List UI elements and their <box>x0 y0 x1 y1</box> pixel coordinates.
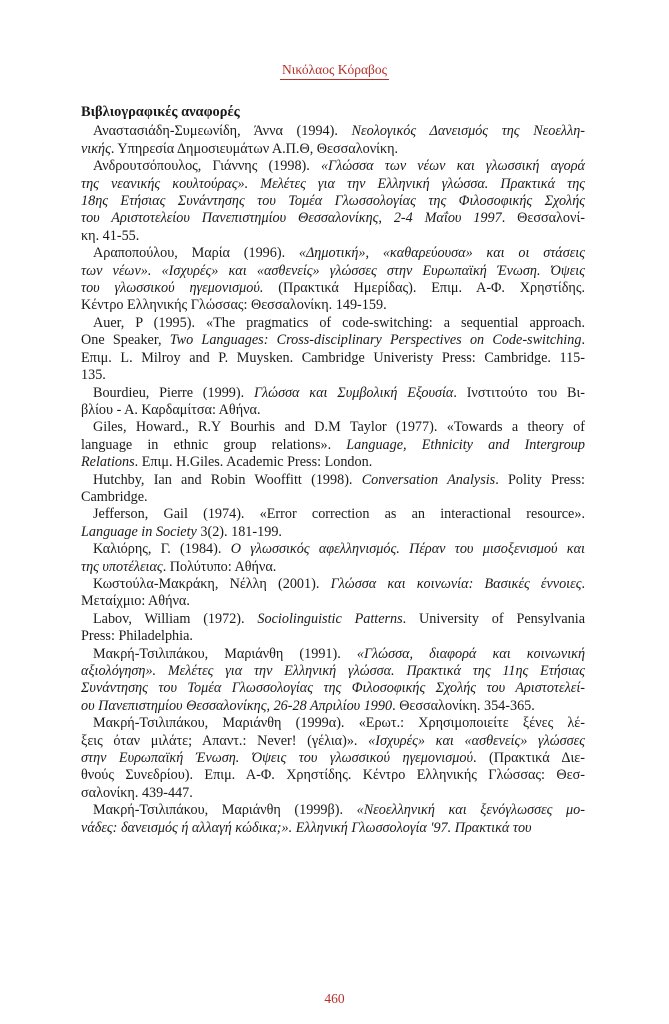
text: 3(2). 181-199. <box>196 523 282 540</box>
entry-line <box>81 767 585 784</box>
text: Labov, William (1972). <box>93 610 258 627</box>
entry-line <box>81 524 585 541</box>
text: . Πολύτυπο: Αθήνα. <box>162 558 277 575</box>
text: ξεις όταν μιλάτε; Απαντ.: Never! (γέλια)». <box>81 732 369 749</box>
text: Επιμ. L. Milroy and P. Muysken. Cambridge Univeristy Press: Cambridge. 115- <box>81 349 585 366</box>
text: . Υπηρεσία Δημοσιευμάτων Α.Π.Θ, Θεσσαλονίκη. <box>110 140 399 157</box>
entry-line <box>81 437 585 454</box>
entry-line <box>81 315 585 332</box>
bibliography-entry <box>81 419 585 471</box>
entry-line <box>81 210 585 227</box>
entry-line <box>81 785 585 802</box>
text: One Speaker, <box>81 332 170 349</box>
entry-line <box>81 454 585 471</box>
italic-text: Language in Society <box>81 523 197 540</box>
text: 135. <box>81 367 106 384</box>
text: Hutchby, Ian and Robin Wooffitt (1998). <box>93 471 362 488</box>
entry-line <box>81 506 585 523</box>
entry-line <box>81 628 585 645</box>
entry-line <box>81 472 585 489</box>
italic-text: «Γλώσσα, διαφορά και κοινωνική <box>356 645 585 662</box>
entry-line <box>81 611 585 628</box>
entry-line <box>81 280 585 297</box>
italic-text: «Γλώσσα των νέων και γλωσσική αγορά <box>320 158 585 175</box>
entry-line <box>81 733 585 750</box>
entry-line <box>81 297 585 314</box>
entry-line <box>81 802 585 819</box>
text: Press: Philadelphia. <box>81 628 193 645</box>
text: Cambridge. <box>81 488 148 505</box>
italic-text: «Νεοελληνική και ξενόγλωσσες μο- <box>356 802 585 819</box>
italic-text: αξιολόγηση». Μελέτες για την Ελληνική γλώσσα. Πρακτικά της 11ης Ετήσιας <box>81 663 585 679</box>
entry-line <box>81 176 585 193</box>
entry-line <box>81 350 585 367</box>
entry-line <box>81 402 585 419</box>
text: . Θεσσαλονίκη. 354-365. <box>392 697 535 714</box>
entry-line <box>81 559 585 576</box>
text: . University of Pensylvania <box>402 610 586 627</box>
text: . Ινστιτούτο του Βι- <box>453 384 585 401</box>
italic-text: Relations <box>81 454 135 471</box>
italic-text: «Ισχυρές» και «ασθενείς» γλώσσες <box>368 732 585 749</box>
bibliography-entry <box>81 576 585 611</box>
italic-text: της υποτέλειας <box>81 558 163 575</box>
text: Κέντρο Ελληνικής Γλώσσας: Θεσσαλονίκη. 149-159. <box>81 297 387 314</box>
running-head <box>0 62 669 80</box>
italic-text: Γλώσσα και κοινωνία: Βασικές έννοιες <box>330 575 582 592</box>
entry-line <box>81 541 585 558</box>
bibliography-entry <box>81 611 585 646</box>
italic-text: νάδες: δανεισμός ή αλλαγή κώδικα;». Ελληνική Γλωσσολογία '97. Πρακτικά του <box>81 819 532 836</box>
text: Giles, Howard., R.Y Bourhis and D.M Taylor (1977). «Towards a theory of <box>93 419 585 436</box>
section-title: Βιβλιογραφικές αναφορές <box>81 104 240 120</box>
text: Jefferson, Gail (1974). «Error correction as an interactional resource». <box>93 506 585 523</box>
entry-line <box>81 680 585 697</box>
running-head-text: Νικόλαος Κόραβος <box>280 62 389 80</box>
text: (Πρακτικά Ημερίδας). Επιμ. Α-Φ. Χρηστίδης. <box>263 280 585 297</box>
text: . <box>581 332 585 349</box>
italic-text: «Δημοτική», «καθαρεύουσα» και οι στάσεις <box>298 245 585 262</box>
text: θνούς Συνεδρίου). Επιμ. Α-Φ. Χρηστίδης. Κέντρο Ελληνικής Γλώσσας: Θεσ- <box>81 767 585 784</box>
entry-line <box>81 332 585 349</box>
text: . Επιμ. H.Giles. Academic Press: London. <box>134 454 373 471</box>
entry-line <box>81 263 585 280</box>
entry-line <box>81 750 585 767</box>
entry-line <box>81 158 585 175</box>
italic-text: των νέων». «Ισχυρές» και «ασθενείς» γλώσσες στην Ευρωπαϊκή Ένωση. Όψεις <box>81 262 585 279</box>
bibliography-entry <box>81 506 585 541</box>
text: Κωστούλα-Μακράκη, Νέλλη (2001). <box>93 575 331 592</box>
entry-line <box>81 367 585 384</box>
bibliography-entry <box>81 245 585 315</box>
page-number: 460 <box>324 991 345 1006</box>
text: Ανδρουτσόπουλος, Γιάννης (1998). <box>93 158 321 175</box>
bibliography-entry <box>81 715 585 802</box>
text: . (Πρακτικά Διε- <box>472 750 585 767</box>
text: . Θεσσαλονί- <box>501 210 585 227</box>
bibliography-entry <box>81 315 585 385</box>
entry-line <box>81 123 585 140</box>
text: κη. 41-55. <box>81 227 140 244</box>
text: Αναστασιάδη-Συμεωνίδη, Άννα (1994). <box>93 123 352 140</box>
text: Auer, P (1995). «The pragmatics of code-switching: a sequential approach. <box>93 314 585 331</box>
text: βλίου - Α. Καρδαμίτσα: Αθήνα. <box>81 401 261 418</box>
entry-line <box>81 141 585 158</box>
entry-line <box>81 646 585 663</box>
bibliography-section <box>81 104 585 837</box>
italic-text: Συνάντησης του Τομέα Γλωσσολογίας της Φιλοσοφικής Σχολής του Αριστοτελεί- <box>81 680 585 697</box>
text: Αραποπούλου, Μαρία (1996). <box>93 245 299 262</box>
entry-line <box>81 576 585 593</box>
italic-text: Ο γλωσσικός αφελληνισμός. Πέραν του μισοξενισμού και <box>230 541 585 558</box>
text: . Polity Press: <box>495 471 585 488</box>
entry-line <box>81 820 585 837</box>
text: Μακρή-Τσιλιπάκου, Μαριάνθη (1991). <box>93 645 357 662</box>
italic-text: ου Πανεπιστημίου Θεσσαλονίκης, 26-28 Απριλίου 1990 <box>81 697 393 714</box>
italic-text: του Αριστοτελείου Πανεπιστημίου Θεσσαλονίκης, 2-4 Μαΐου 1997 <box>81 210 502 227</box>
entry-line <box>81 663 585 680</box>
italic-text: νικής <box>81 140 111 157</box>
italic-text: Two Languages: Cross-disciplinary Perspectives on Code-switching <box>169 332 582 349</box>
italic-text: της νεανικής κουλτούρας». Μελέτες για την Ελληνική γλώσσα. Πρακτικά της <box>81 175 585 192</box>
bibliography-entry <box>81 123 585 158</box>
entry-line <box>81 419 585 436</box>
bibliography-list <box>81 123 585 837</box>
text: Bourdieu, Pierre (1999). <box>93 384 254 401</box>
entry-line <box>81 228 585 245</box>
italic-text: στην Ευρωπαϊκή Ένωση. Όψεις του γλωσσικού ηγεμονισμού <box>81 750 473 767</box>
text: Μακρή-Τσιλιπάκου, Μαριάνθη (1999α). «Ερωτ.: Χρησιμοποιείτε ξένες λέ- <box>93 715 585 732</box>
entry-line <box>81 245 585 262</box>
bibliography-entry <box>81 472 585 507</box>
italic-text: Νεολογικός Δανεισμός της Νεοελλη- <box>351 123 585 140</box>
bibliography-entry <box>81 158 585 245</box>
text: σαλονίκη. 439-447. <box>81 784 193 801</box>
text: . <box>581 575 585 592</box>
text: language in ethnic group relations». <box>81 436 347 453</box>
entry-line <box>81 489 585 506</box>
entry-line <box>81 193 585 210</box>
italic-text: Conversation Analysis <box>361 471 496 488</box>
bibliography-entry <box>81 802 585 837</box>
text: Μεταίχμιο: Αθήνα. <box>81 593 190 610</box>
entry-line <box>81 715 585 732</box>
italic-text: Sociolinguistic Patterns <box>257 610 403 627</box>
entry-line <box>81 698 585 715</box>
italic-text: Γλώσσα και Συμβολική Εξουσία <box>253 384 454 401</box>
italic-text: Language, Ethnicity and Intergroup <box>346 436 585 453</box>
bibliography-entry <box>81 541 585 576</box>
bibliography-entry <box>81 646 585 716</box>
italic-text: 18ης Ετήσιας Συνάντησης του Τομέα Γλωσσολογίας της Φιλοσοφικής Σχολής <box>81 193 585 210</box>
text: Καλιόρης, Γ. (1984). <box>93 541 231 558</box>
text: Μακρή-Τσιλιπάκου, Μαριάνθη (1999β). <box>93 802 357 819</box>
entry-line <box>81 593 585 610</box>
italic-text: του γλωσσικού ηγεμονισμού. <box>81 280 264 297</box>
entry-line <box>81 385 585 402</box>
bibliography-entry <box>81 385 585 420</box>
